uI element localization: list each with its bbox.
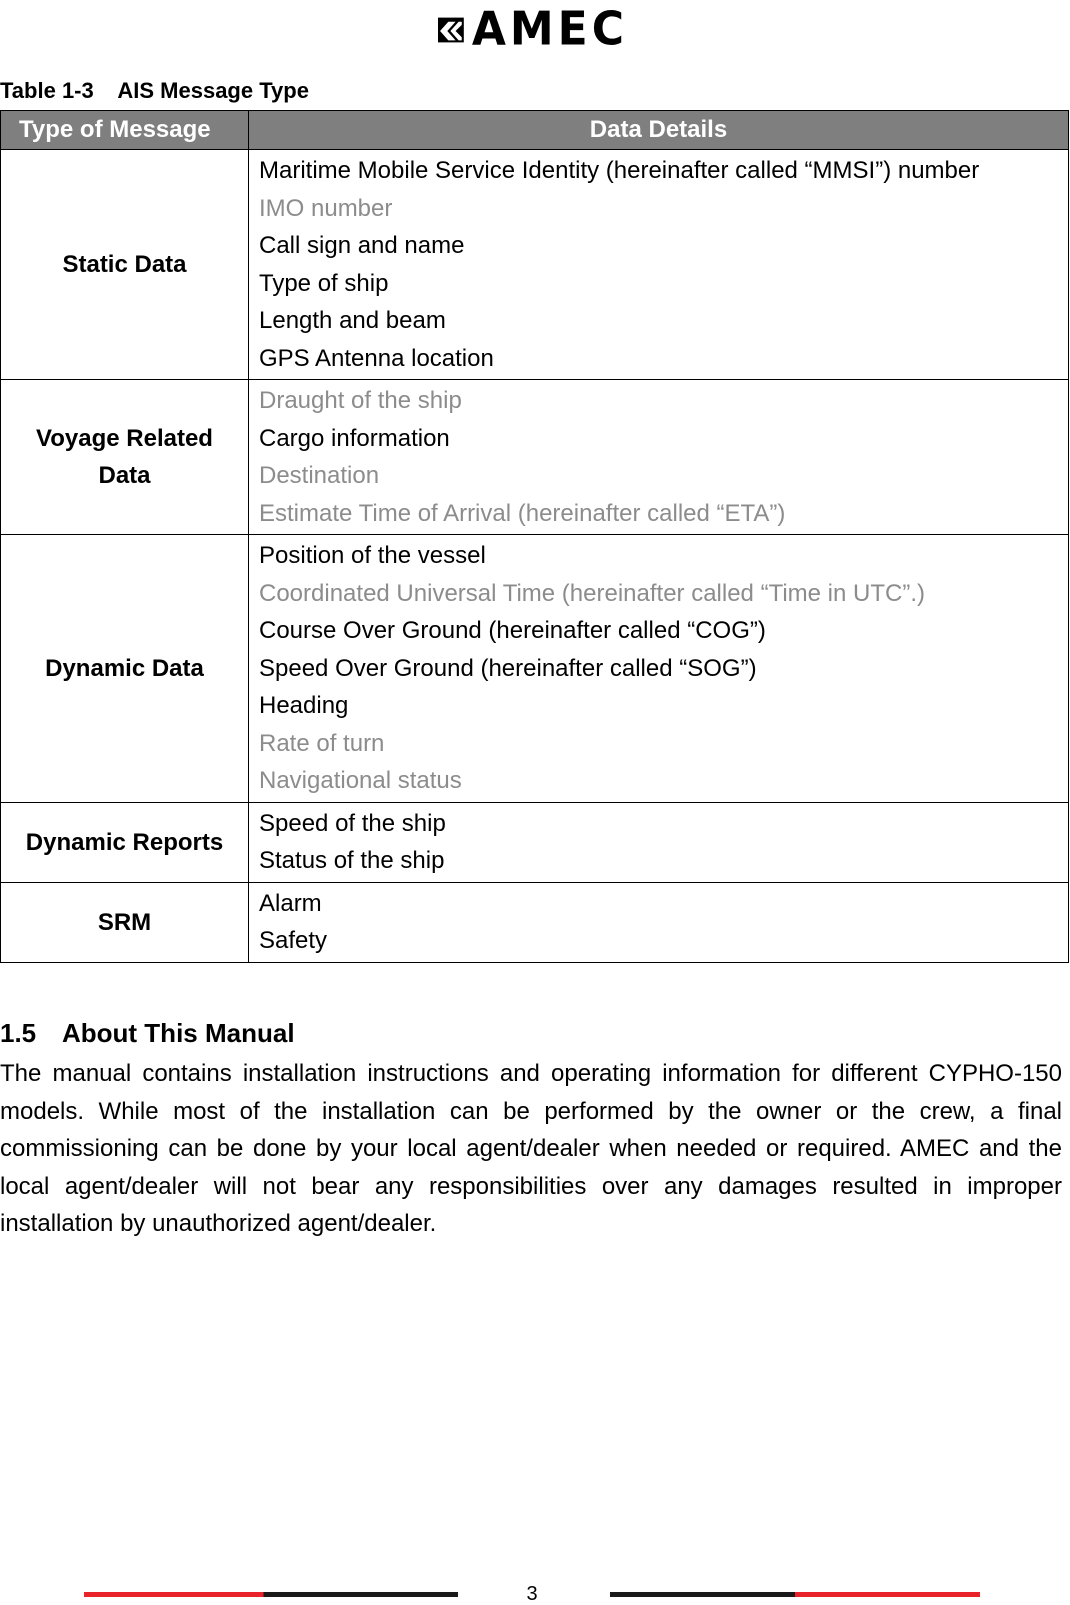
column-header-details: Data Details bbox=[249, 111, 1069, 150]
data-details-cell bbox=[249, 380, 1069, 535]
footer-rule-left bbox=[84, 1592, 458, 1597]
table-row bbox=[1, 380, 1069, 535]
detail-item: Maritime Mobile Service Identity (hereinafter called “MMSI”) number bbox=[259, 157, 980, 184]
detail-item: Length and beam bbox=[259, 307, 446, 334]
amec-logo-text: AMEC bbox=[471, 2, 628, 57]
ais-message-type-table bbox=[0, 110, 1069, 963]
amec-logo bbox=[438, 2, 628, 57]
detail-item: Position of the vessel bbox=[259, 542, 486, 569]
detail-item: Course Over Ground (hereinafter called “COG”) bbox=[259, 617, 766, 644]
amec-logo-mark-icon bbox=[438, 6, 464, 54]
detail-item: GPS Antenna location bbox=[259, 344, 494, 372]
table-row bbox=[1, 882, 1069, 962]
detail-item: Rate of turn bbox=[259, 729, 385, 757]
column-header-type: Type of Message bbox=[1, 111, 249, 150]
data-details-cell bbox=[249, 882, 1069, 962]
detail-item: Cargo information bbox=[259, 424, 450, 452]
detail-item: Type of ship bbox=[259, 269, 389, 297]
data-details-cell bbox=[249, 150, 1069, 380]
table-caption: Table 1-3 AIS Message Type bbox=[0, 78, 309, 103]
detail-item: Call sign and name bbox=[259, 232, 465, 259]
section-title: About This Manual bbox=[62, 1018, 295, 1048]
table-header-row bbox=[1, 111, 1069, 150]
detail-item: Navigational status bbox=[259, 767, 462, 794]
message-type-cell: Dynamic Reports bbox=[1, 802, 249, 882]
detail-item: Speed Over Ground (hereinafter called “SOG”) bbox=[259, 654, 757, 682]
message-type-cell: Static Data bbox=[1, 150, 249, 380]
detail-item: Status of the ship bbox=[259, 847, 445, 874]
page-number: 3 bbox=[526, 1583, 538, 1605]
table-row bbox=[1, 802, 1069, 882]
table-row bbox=[1, 535, 1069, 803]
detail-item: Coordinated Universal Time (hereinafter called “Time in UTC”.) bbox=[259, 579, 925, 607]
detail-item: Speed of the ship bbox=[259, 809, 446, 837]
section-number: 1.5 bbox=[0, 1018, 37, 1048]
table-body bbox=[1, 150, 1069, 963]
section-body-paragraph: The manual contains installation instructions and operating information for different CYPHO-150 models. While most of the installation can be performed by the owner or the crew, a final commissioning can be done by your local agent/dealer when needed or required. AMEC and the local agent/dealer will not bear any responsibilities over any damages resulted in improper installation by unauthorized agent/dealer. bbox=[0, 1060, 1062, 1237]
detail-item: Alarm bbox=[259, 889, 322, 917]
detail-item: Heading bbox=[259, 692, 349, 719]
detail-item: Estimate Time of Arrival (hereinafter called “ETA”) bbox=[259, 499, 786, 527]
message-type-cell: Dynamic Data bbox=[1, 535, 249, 803]
detail-item: IMO number bbox=[259, 194, 393, 222]
detail-item: Destination bbox=[259, 462, 380, 489]
data-details-cell bbox=[249, 802, 1069, 882]
table-row bbox=[1, 150, 1069, 380]
detail-item: Draught of the ship bbox=[259, 387, 462, 414]
message-type-cell: Voyage Related Data bbox=[1, 380, 249, 535]
footer-rule-right bbox=[610, 1592, 980, 1597]
data-details-cell bbox=[249, 535, 1069, 803]
message-type-cell: SRM bbox=[1, 882, 249, 962]
detail-item: Safety bbox=[259, 927, 328, 954]
section-heading bbox=[0, 1018, 295, 1049]
